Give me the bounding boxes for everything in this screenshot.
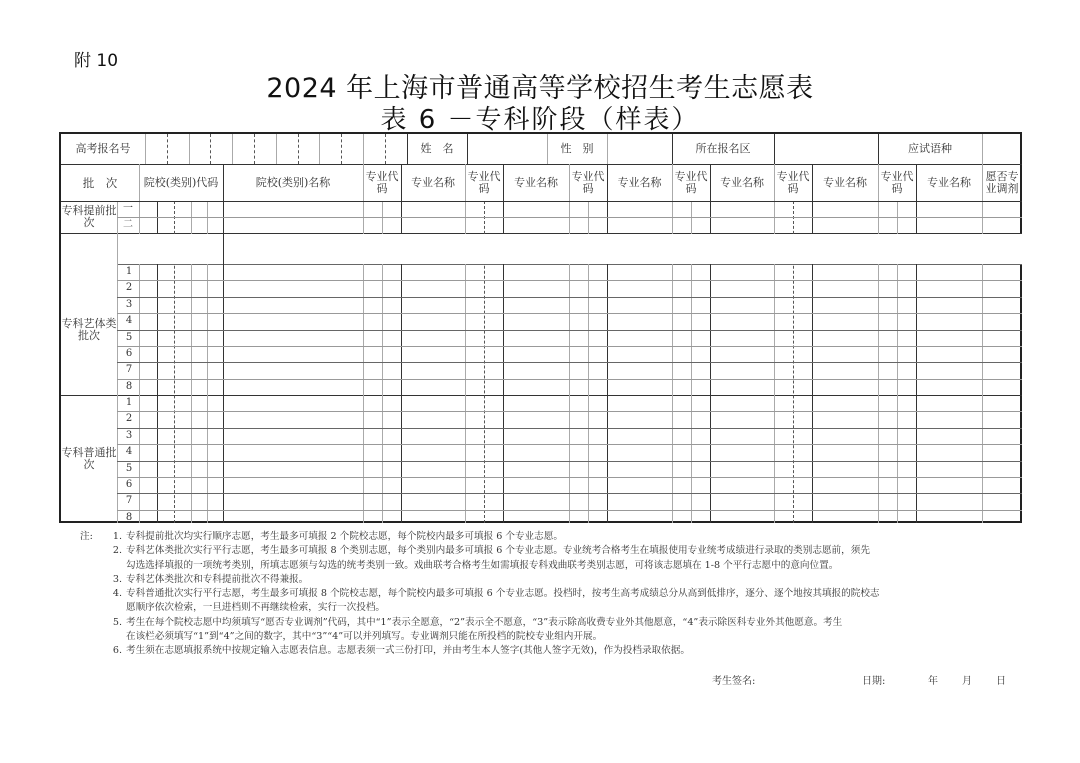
grid-line [298,134,299,164]
major-name-header-6: 专业名称 [927,175,971,189]
grid-line [385,134,386,164]
date-label: 日期: [862,676,886,687]
grid-line [210,134,211,164]
grid-line [547,134,548,164]
grid-line [61,201,1022,202]
row-number: 5 [125,462,133,474]
note-5-cont: 在该栏必须填写“1”到“4”之间的数字，其中“3”“4”可以并列填写。专业调剂只能在所投档的院校专业组内开展。 [126,631,603,643]
early-row-label-1: 一 [123,203,133,214]
grid-line [117,428,1022,429]
grid-line [117,510,1022,511]
major-name-header-5: 专业名称 [823,175,867,189]
grid-line [341,134,342,164]
note-1: 专科提前批次均实行顺序志愿，考生最多可填报 2 个院校志愿，每个院校内最多可填报 6 个专业志愿。 [126,531,563,542]
batch-header: 批 次 [82,175,118,190]
major-code-header-2: 专业代码 [467,169,501,195]
note-5: 考生在每个院校志愿中均须填写“愿否专业调剂”代码，其中“1”表示全愿意，“2”表示全不愿意，“3”表示除高收费专业外其他愿意，“4”表示除医科专业外其他愿意。考生 [126,616,843,628]
major-name-header-4: 专业名称 [720,175,764,189]
note-6: 考生须在志愿填报系统中按规定输入志愿表信息。志愿表须一式三份打印，并由考生本人签字(其他人签字无效)，作为投档录取依据。 [126,645,690,657]
grid-line [117,297,1022,298]
row-number: 8 [125,380,133,392]
application-form-table [59,132,1022,523]
note-2: 专科艺体类批次实行平行志愿，考生最多可填报 8 个类别志愿，每个类别内最多可填报 6 个专业志愿。专业统考合格考生在填报使用专业统考成绩进行录取的类别志愿前，须先 [126,545,870,557]
notes-label: 注: [80,531,93,542]
school-name-header: 院校(类别)名称 [255,175,331,189]
row-number: 7 [125,364,133,376]
grid-line [672,134,673,164]
major-name-header-3: 专业名称 [617,175,662,189]
language-label: 应试语种 [908,142,952,155]
grid-line [276,134,277,164]
form-subtitle: 表 6 －专科阶段（样表） [380,105,700,135]
note-4-cont: 愿顺序依次检索，一旦进档则不再继续检索，实行一次投档。 [126,602,386,614]
grid-line [145,134,146,164]
grid-line [467,134,468,164]
grid-line [117,346,1022,347]
name-input[interactable] [467,134,547,164]
grid-line [117,461,1022,462]
grid-line [117,411,1022,412]
district-label: 所在报名区 [695,142,751,155]
note-2-cont: 勾选选择填报的一项统考类别，所填志愿须与勾选的统考类别一致。戏曲联考合格考生如需填报专科戏曲联考类别志愿，可将该志愿填在 1-8 个平行志愿中的意向位置。 [126,559,839,571]
row-number: 5 [125,331,133,343]
school-code-header: 院校(类别)代码 [143,175,219,189]
early-row-label-2: 二 [123,219,133,230]
grid-line [878,134,879,164]
row-number: 3 [125,298,133,310]
row-number: 4 [125,446,133,458]
row-number: 6 [125,348,133,359]
grid-line [117,444,1022,445]
grid-line [117,493,1022,494]
row-number: 7 [125,495,133,507]
gender-label: 性 别 [560,142,594,155]
row-number: 1 [125,266,133,277]
note-3: 专科艺体类批次和专科提前批次不得兼报。 [126,573,309,585]
name-label: 姓 名 [420,142,454,155]
signature-label: 考生签名: [712,676,756,687]
signature-field[interactable] [770,668,850,686]
grid-line [189,134,190,164]
grid-line [167,134,168,164]
row-number: 3 [125,429,133,441]
grid-line [117,280,1022,281]
date-month-label: 月 [962,676,972,687]
major-code-header-4: 专业代码 [674,169,708,195]
grid-line [407,134,408,164]
gender-input[interactable] [607,134,672,164]
row-number: 8 [125,511,133,523]
grid-line [774,134,775,164]
date-day-label: 日 [996,676,1006,687]
attachment-label: 附 10 [74,51,119,71]
notes-section: 注: 1. 专科提前批次均实行顺序志愿，考生最多可填报 2 个院校志愿，每个院校内最多可填报 6 个专业志愿。 2. 专科艺体类批次实行平行志愿，考生最多可填报 8 个类别志愿，每个类别内最多可填报 6 个专业志愿。专业统考合格考生在填报使用专业统考成绩进行录取的类别志愿前，须先 勾选选择填报的一项统考类别，所填志愿须与勾选的统考类别一致。戏曲联考合格考生如需填报专科戏曲联考类别志愿，可将该志愿填在 1-8 个平行志愿中的意向位置。 3. 专科艺体类批次和专科提前批次不得兼报。 4. 专科普通批次实行平行志愿，考生最多可填报 8 个院校志愿，每个院校内最多可填报 6 个专业志愿。投档时，按考生高考成绩总分从高到低排序，逐分、逐个地按其填报的院校志 愿顺序依次检索，一旦进档则不再继续检索，实行一次投档。 5. 考生在每个院校志愿中均须填写“愿否专业调剂”代码，其中“1”表示全愿意，“2”表示全不愿意，“3”表示除高收费专业外其他愿意，“4”表示除医科专业外其他愿意。考生 在该栏必须填写“1”到“4”之间的数字，其中“3”“4”可以并列填写。专业调剂只能在所投档的院校专业组内开展。 6. 考生须在志愿填报系统中按规定输入志愿表信息。志愿表须一式三份打印，并由考生本人签字(其他人签字无效)，作为投档录取依据。 [80,530,1020,659]
exam-number-label: 高考报名号 [75,142,131,155]
major-name-header-1: 专业名称 [411,175,455,189]
grid-line [254,134,255,164]
adjust-header: 愿否专业调剂 [985,169,1019,195]
form-title: 2024 年上海市普通高等学校招生考生志愿表 [266,73,814,104]
major-code-header-1: 专业代码 [365,169,399,195]
note-4: 专科普通批次实行平行志愿，考生最多可填报 8 个院校志愿，每个院校内最多可填报 6 个专业志愿。投档时，按考生高考成绩总分从高到低排序，逐分、逐个地按其填报的院校志 [126,588,880,600]
grid-line [117,330,1022,331]
grid-line [607,134,608,164]
row-number: 6 [125,479,133,490]
major-code-header-5: 专业代码 [776,169,810,195]
early-batch-label: 专科提前批次 [61,204,117,229]
grid-line [363,134,364,164]
row-number: 2 [125,282,133,294]
grid-line [117,362,1022,363]
grid-line [117,477,1022,478]
grid-line [232,134,233,164]
major-code-header-3: 专业代码 [571,169,605,195]
date-year-label: 年 [928,676,938,687]
major-name-header-2: 专业名称 [514,175,558,189]
major-code-header-6: 专业代码 [880,169,914,195]
grid-line [982,134,983,164]
grid-line [319,134,320,164]
grid-line [117,217,1022,218]
row-number: 1 [125,397,133,408]
regular-batch-label: 专科普通批次 [61,446,117,471]
grid-line [117,379,1022,380]
row-number: 2 [125,413,133,425]
district-input[interactable] [774,134,878,164]
language-input[interactable] [982,134,1022,164]
row-number: 4 [125,315,133,327]
grid-line [117,313,1022,314]
art-batch-label: 专科艺体类批次 [61,316,117,342]
